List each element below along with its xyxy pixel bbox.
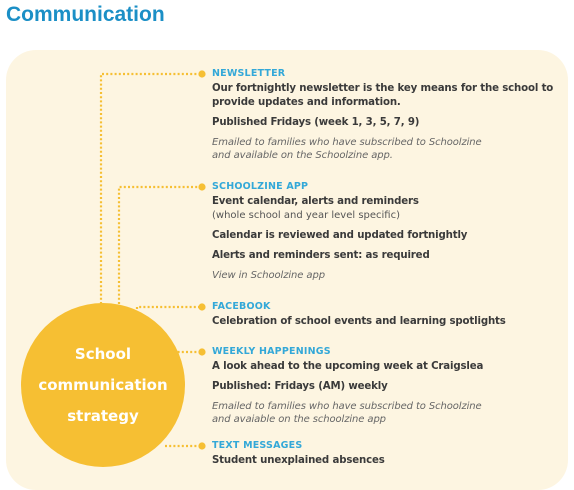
section-text: Published: Fridays (AM) weekly bbox=[212, 381, 388, 392]
section-schoolzine-app bbox=[212, 180, 562, 288]
section-title: FACEBOOK bbox=[212, 301, 271, 312]
bullet-facebook bbox=[198, 303, 205, 310]
hub-line-3: strategy bbox=[67, 406, 139, 425]
section-text: (whole school and year level specific) bbox=[212, 210, 401, 221]
section-note: Emailed to families who have subscribed to Schoolzine bbox=[212, 401, 482, 412]
section-text: Celebration of school events and learning spotlights bbox=[212, 316, 506, 327]
section-weekly-happenings bbox=[212, 345, 562, 432]
section-newsletter bbox=[212, 67, 562, 168]
section-text: Student unexplained absences bbox=[212, 455, 385, 466]
section-note: Emailed to families who have subscribed to Schoolzine bbox=[212, 137, 482, 148]
section-text: provide updates and information. bbox=[212, 97, 401, 108]
section-title: SCHOOLZINE APP bbox=[212, 181, 309, 192]
page-title: Communication bbox=[6, 3, 165, 26]
section-text: A look ahead to the upcoming week at Craigslea bbox=[212, 361, 484, 372]
section-text: Calendar is reviewed and updated fortnightly bbox=[212, 230, 468, 241]
section-note: and avaiable on the schoolzine app bbox=[212, 414, 386, 425]
section-text-messages bbox=[212, 439, 562, 474]
section-note: View in Schoolzine app bbox=[212, 270, 325, 281]
section-text: Event calendar, alerts and reminders bbox=[212, 196, 419, 207]
bullet-schoolzine bbox=[198, 183, 205, 190]
section-facebook bbox=[212, 300, 562, 335]
section-text: Our fortnightly newsletter is the key means for the school to bbox=[212, 83, 554, 94]
section-title: TEXT MESSAGES bbox=[212, 440, 303, 451]
section-text: Alerts and reminders sent: as required bbox=[212, 250, 430, 261]
hub-line-1: School bbox=[74, 344, 132, 363]
hub-line-2: communication bbox=[38, 375, 168, 394]
bullet-newsletter bbox=[198, 70, 205, 77]
connector-newsletter bbox=[101, 74, 199, 325]
strategy-hub-circle bbox=[21, 303, 185, 467]
section-title: NEWSLETTER bbox=[212, 68, 286, 79]
section-text: Published Fridays (week 1, 3, 5, 7, 9) bbox=[212, 117, 420, 128]
bullet-text bbox=[198, 442, 205, 449]
bullet-weekly bbox=[198, 348, 205, 355]
connector-schoolzine bbox=[119, 187, 199, 325]
section-title: WEEKLY HAPPENINGS bbox=[212, 346, 331, 357]
section-note: and available on the Schoolzine app. bbox=[212, 150, 393, 161]
